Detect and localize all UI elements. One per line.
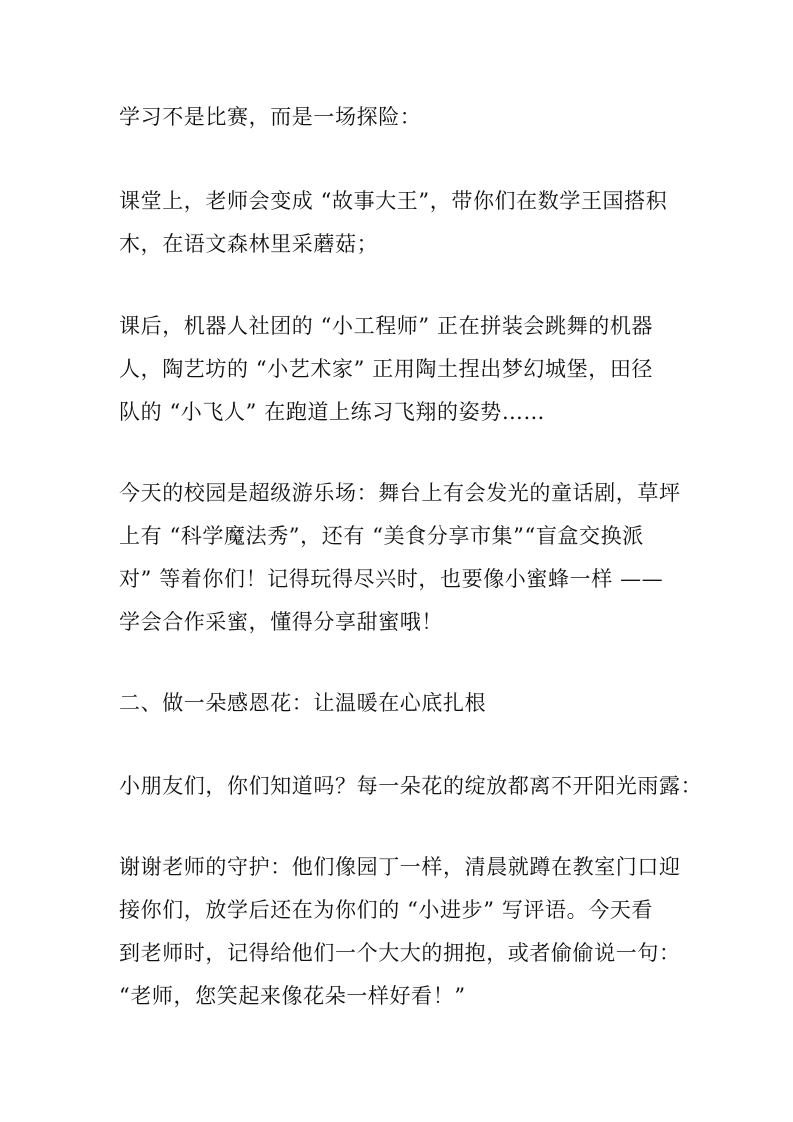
paragraph-line: 今天的校园是超级游乐场：舞台上有会发光的童话剧，草坪 — [119, 481, 681, 505]
paragraph-line: 木，在语文森林里采蘑菇； — [119, 232, 379, 256]
paragraph-line: “老师，您笑起来像花朵一样好看！” — [119, 984, 466, 1008]
paragraph-line: 人，陶艺坊的 “小艺术家” 正用陶土捏出梦幻城堡，田径 — [119, 357, 654, 381]
section-heading: 二、做一朵感恩花：让温暖在心底扎根 — [119, 691, 487, 715]
paragraph-line: 接你们，放学后还在为你们的 “小进步” 写评语。今天看 — [119, 898, 654, 922]
paragraph-line: 学习不是比赛，而是一场探险： — [119, 105, 422, 129]
paragraph-line: 课后，机器人社团的 “小工程师” 正在拼装会跳舞的机器 — [119, 314, 654, 338]
paragraph-line: 上有 “科学魔法秀”，还有 “美食分享市集”“盲盒交换派 — [119, 524, 644, 548]
paragraph-line: 到老师时，记得给他们一个大大的拥抱，或者偷偷说一句： — [119, 941, 681, 965]
paragraph-line: 对” 等着你们！记得玩得尽兴时，也要像小蜜蜂一样 —— — [119, 567, 664, 591]
paragraph-line: 队的 “小飞人” 在跑道上练习飞翔的姿势…… — [119, 400, 546, 424]
paragraph-line: 谢谢老师的守护：他们像园丁一样，清晨就蹲在教室门口迎 — [119, 855, 681, 879]
paragraph-line: 小朋友们，你们知道吗？每一朵花的绽放都离不开阳光雨露： — [119, 774, 703, 798]
paragraph-line: 学会合作采蜜，懂得分享甜蜜哦！ — [119, 610, 443, 634]
paragraph-line: 课堂上，老师会变成 “故事大王”，带你们在数学王国搭积 — [119, 189, 668, 213]
